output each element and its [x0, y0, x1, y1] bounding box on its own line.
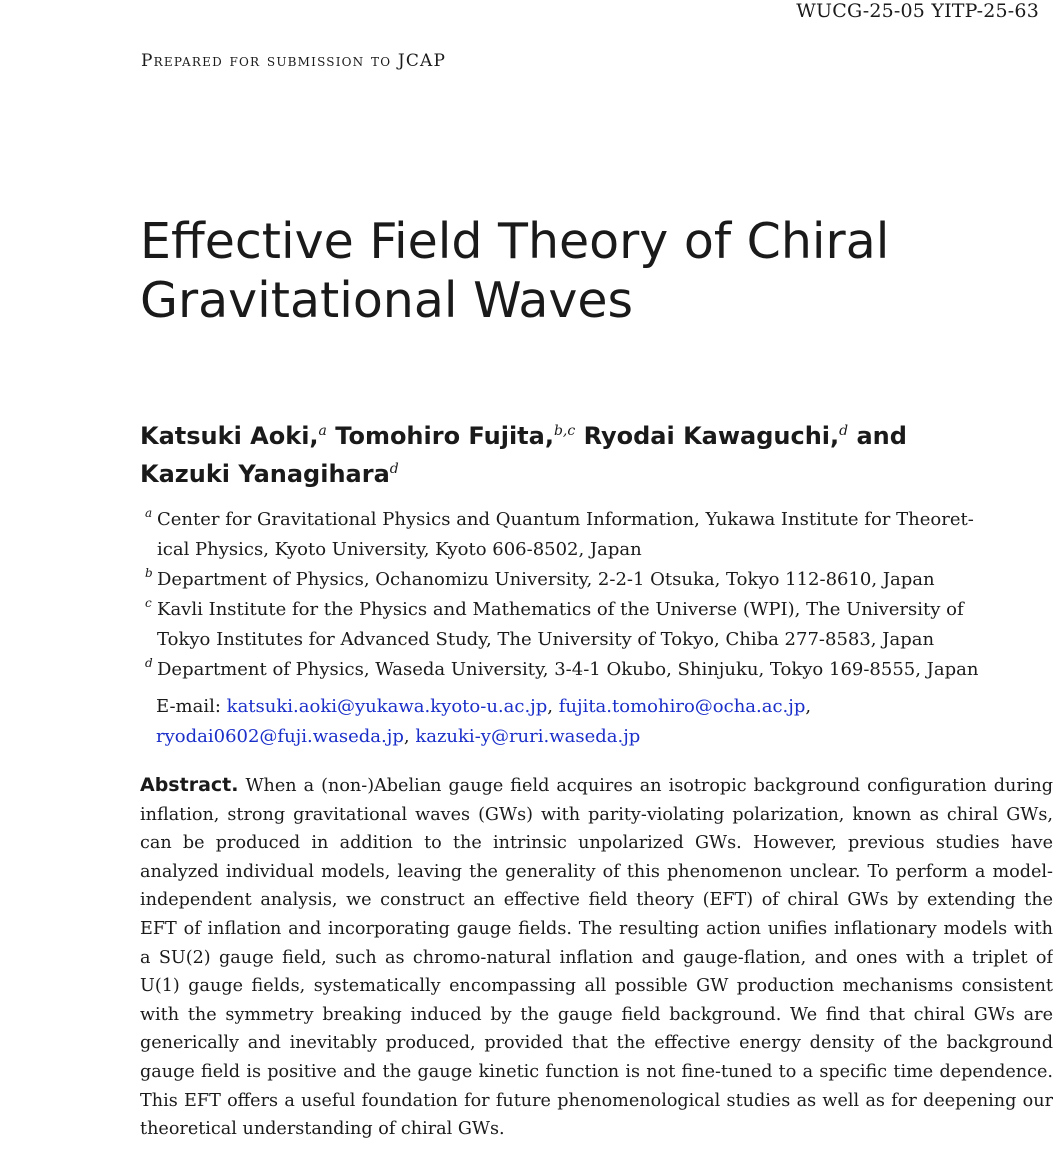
author-conjunction: and [856, 422, 907, 450]
email-link-aoki[interactable]: katsuki.aoki@yukawa.kyoto-u.ac.jp [226, 696, 548, 717]
affiliation-item [145, 565, 1053, 595]
affiliation-mark: b [145, 566, 153, 580]
paper-title [140, 212, 1020, 330]
affiliation-item [145, 655, 1053, 685]
affiliation-list [145, 505, 1053, 685]
report-number: WUCG-25-05 YITP-25-63 [796, 0, 1039, 22]
author-affiliation-mark: d [839, 423, 849, 439]
affiliation-text: Kavli Institute for the Physics and Mathematics of the Universe (WPI), The University of [157, 599, 964, 620]
email-link-fujita[interactable]: fujita.tomohiro@ocha.ac.jp [558, 696, 806, 717]
author: Kazuki Yanagihara [140, 460, 390, 488]
email-link-kawaguchi[interactable]: ryodai0602@fuji.waseda.jp [156, 726, 404, 747]
author-list [140, 415, 1040, 491]
email-link-yanagihara[interactable]: kazuki-y@ruri.waseda.jp [415, 726, 641, 747]
email-label: E-mail: [156, 696, 221, 717]
affiliation-text-cont: Tokyo Institutes for Advanced Study, The University of Tokyo, Chiba 277-8583, Japan [157, 629, 935, 650]
title-line-2: Gravitational Waves [140, 272, 634, 329]
email-block: E-mail: katsuki.aoki@yukawa.kyoto-u.ac.jp, fujita.tomohiro@ocha.ac.jp, ryodai0602@fuji.waseda.jp, kazuki-y@ruri.waseda.jp [156, 696, 812, 747]
abstract [140, 771, 1053, 1144]
author: Tomohiro Fujita, [335, 422, 554, 450]
affiliation-mark: a [145, 506, 153, 520]
affiliation-mark: d [145, 656, 153, 670]
affiliation-text: Center for Gravitational Physics and Quantum Information, Yukawa Institute for Theoret- [157, 509, 974, 530]
author: Ryodai Kawaguchi, [583, 422, 840, 450]
abstract-label: Abstract. [140, 774, 239, 796]
prepared-for-note: Prepared for submission to JCAP [141, 51, 447, 71]
author: Katsuki Aoki, [140, 422, 319, 450]
title-line-1: Effective Field Theory of Chiral [140, 213, 890, 270]
abstract-text: When a (non-)Abelian gauge field acquires an isotropic background configuration during inflation, strong gravitational waves (GWs) with parity-violating polarization, known as chiral GWs, can be produced in addition to the intrinsic unpolarized GWs. However, previous studies have analyzed individual models, leaving the generality of this phenomenon unclear. To perform a model-independent analysis, we construct an effective field theory (EFT) of chiral GWs by extending the EFT of inflation and incorporating gauge fields. The resulting action unifies inflationary models with a SU(2) gauge field, such as chromo-natural inflation and gauge-flation, and ones with a triplet of U(1) gauge fields, systematically encompassing all possible GW production mechanisms consistent with the symmetry breaking induced by the gauge field background. We find that chiral GWs are generically and inevitably produced, provided that the effective energy density of the background gauge field is positive and the gauge kinetic function is not fine-tuned to a specific time dependence. This EFT offers a useful foundation for future phenomenological studies as well as for deepening our theoretical understanding of chiral GWs. [140, 776, 1053, 1140]
author-affiliation-mark: b,c [553, 423, 576, 439]
author-affiliation-mark: a [318, 423, 327, 439]
affiliation-text: Department of Physics, Waseda University, 3-4-1 Okubo, Shinjuku, Tokyo 169-8555, Japan [157, 659, 979, 680]
author-affiliation-mark: d [389, 461, 399, 477]
affiliation-text-cont: ical Physics, Kyoto University, Kyoto 606-8502, Japan [157, 539, 642, 560]
affiliation-text: Department of Physics, Ochanomizu University, 2-2-1 Otsuka, Tokyo 112-8610, Japan [157, 569, 935, 590]
affiliation-item [145, 595, 1053, 655]
affiliation-mark: c [145, 596, 152, 610]
affiliation-item [145, 505, 1053, 565]
